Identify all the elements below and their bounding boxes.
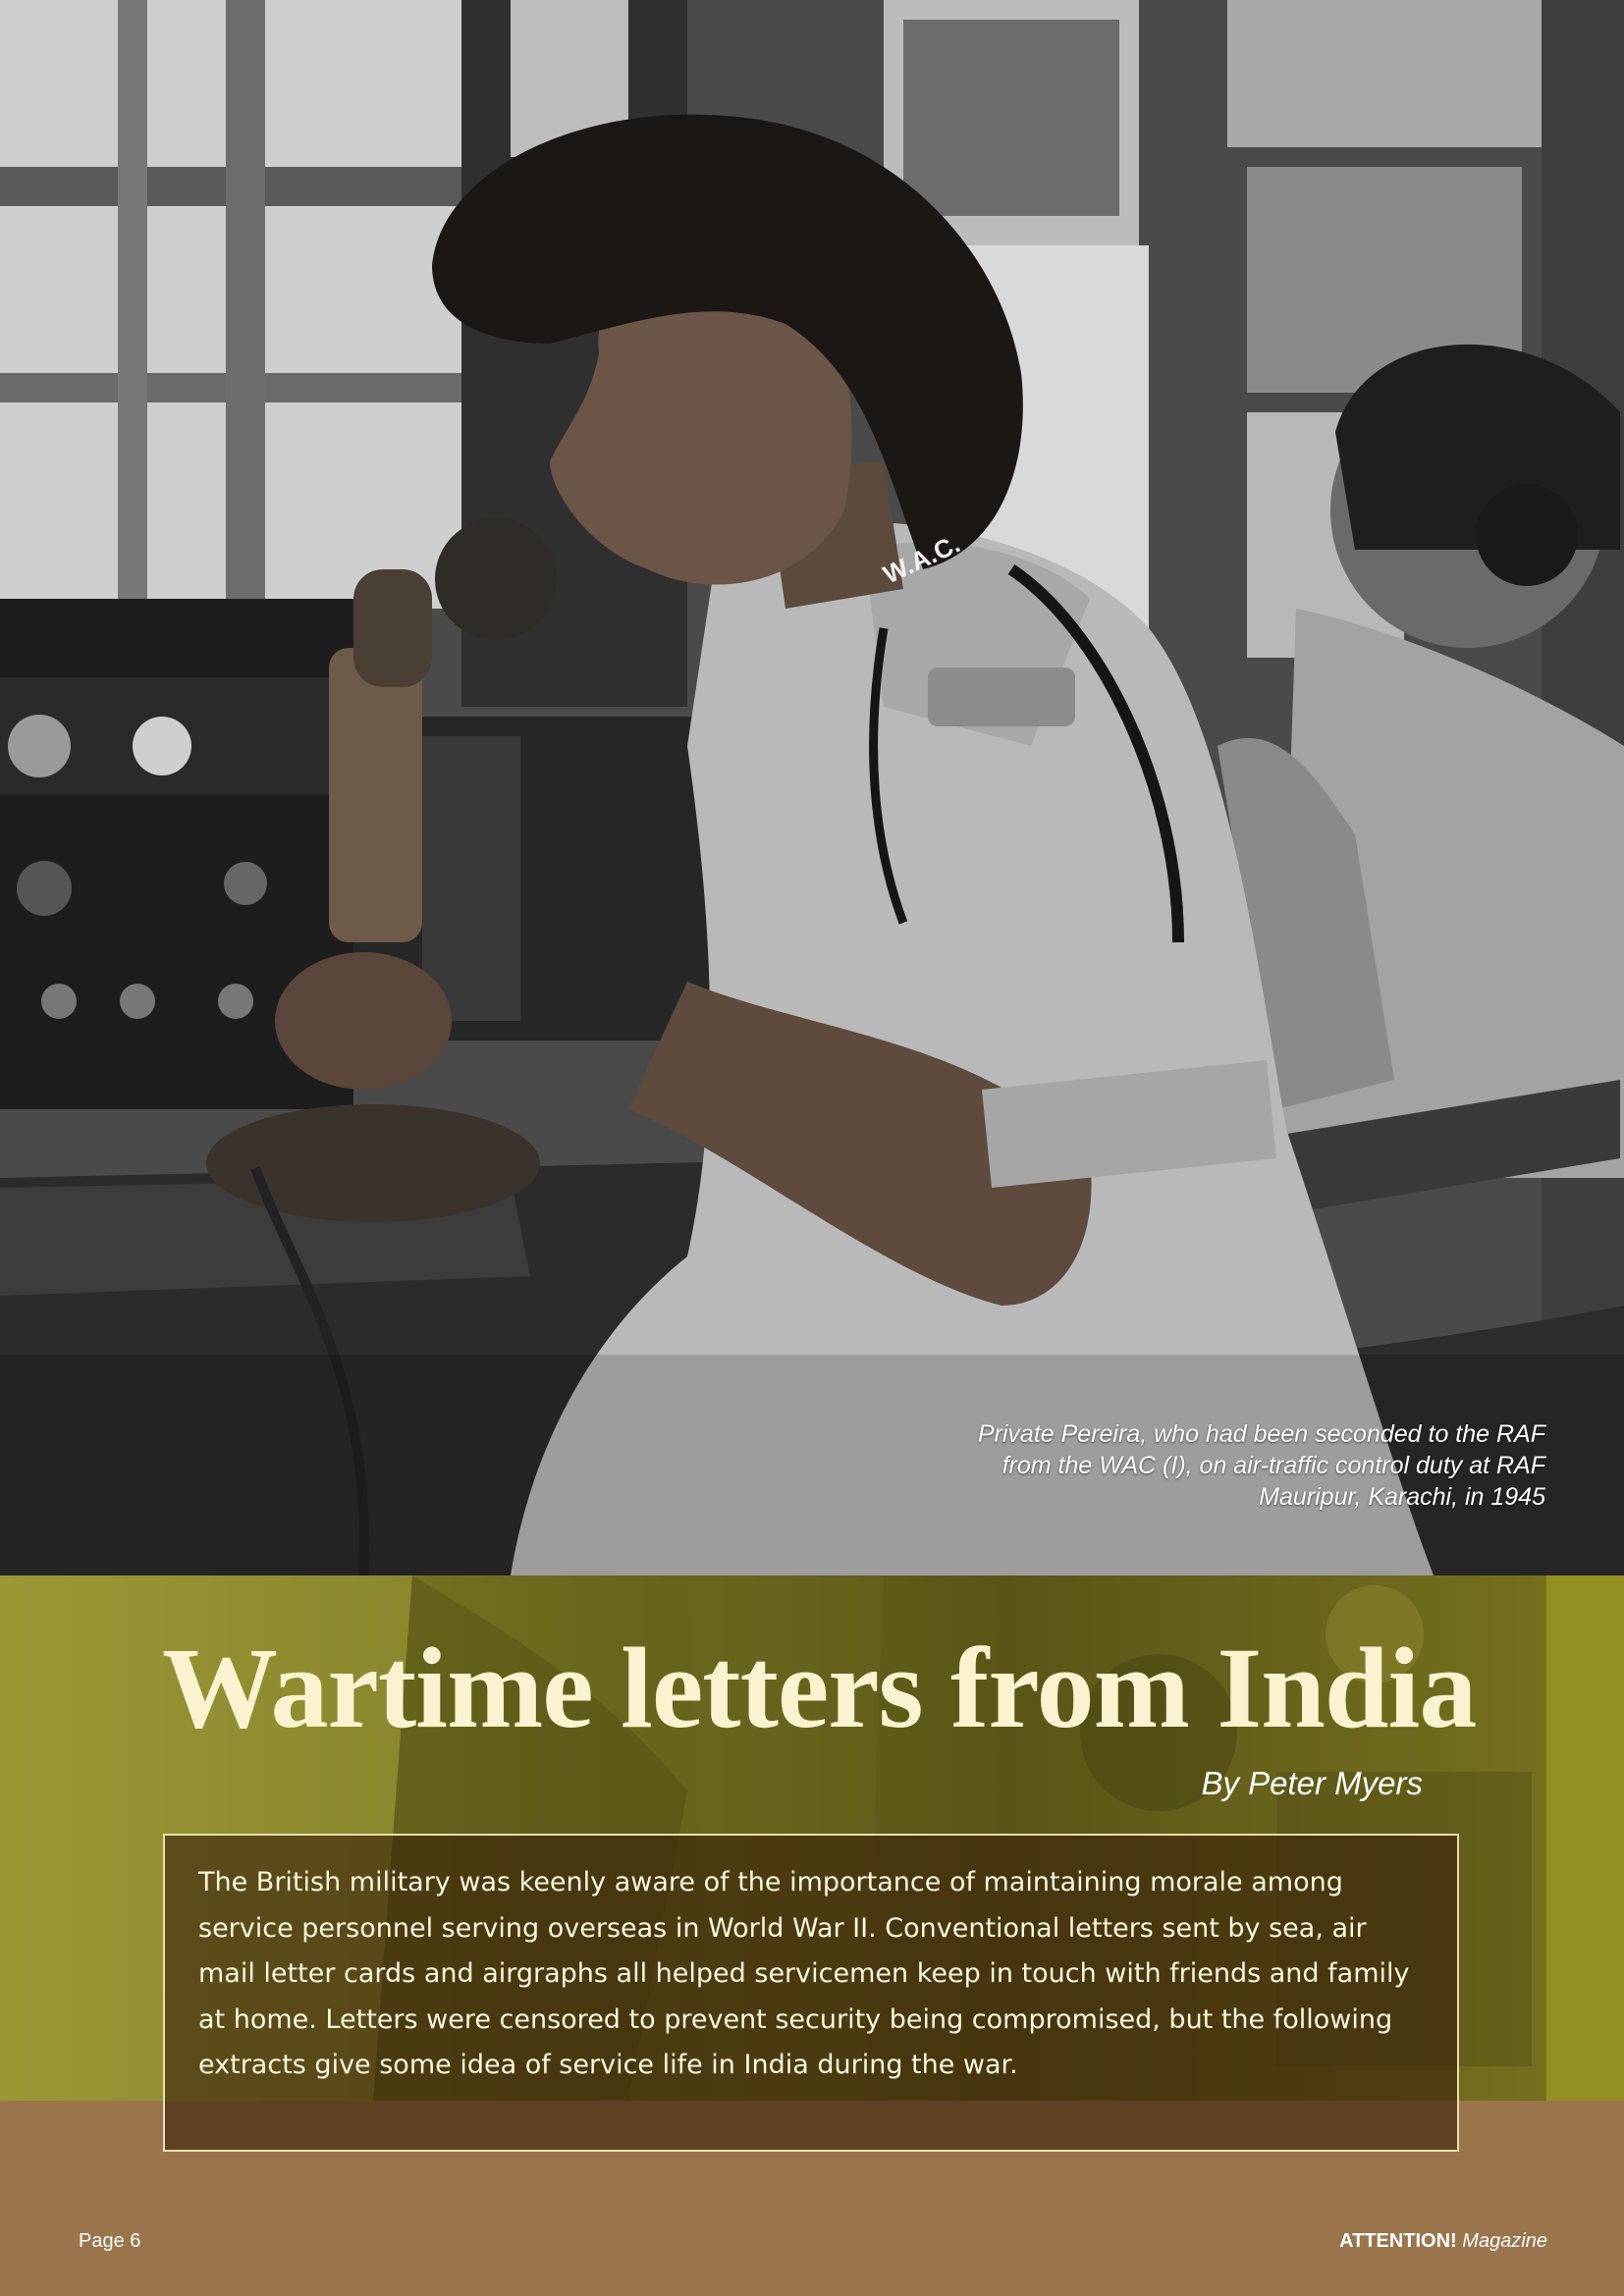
standfirst-text: The British military was keenly aware of the importance of maintaining morale among service personnel serving overseas in World War II. Conventional letters sent by sea, air mail letter cards and airgraphs all helped servicemen keep in touch with friends and family at home. Letters were censored to prevent security being compromised, but the following extracts give some idea of service life in India during the war. bbox=[198, 1867, 1410, 2080]
photo-caption: Private Pereira, who had been seconded to the RAF from the WAC (I), on air-traffic control duty at RAF Mauripur, Karachi, in 1945 bbox=[977, 1420, 1545, 1511]
magazine-brand: ATTENTION! bbox=[1339, 2230, 1457, 2252]
article-title: Wartime letters from India bbox=[162, 1624, 1477, 1752]
magazine-masthead bbox=[1339, 2230, 1547, 2253]
magazine-brand-suffix: Magazine bbox=[1462, 2230, 1547, 2252]
olive-side-strip bbox=[1546, 1575, 1624, 2101]
article-byline: By Peter Myers bbox=[1201, 1765, 1423, 1801]
standfirst-box bbox=[163, 1834, 1459, 2152]
shoulder-title-text: W.A.C. bbox=[878, 528, 965, 590]
page-number: Page 6 bbox=[79, 2230, 141, 2252]
